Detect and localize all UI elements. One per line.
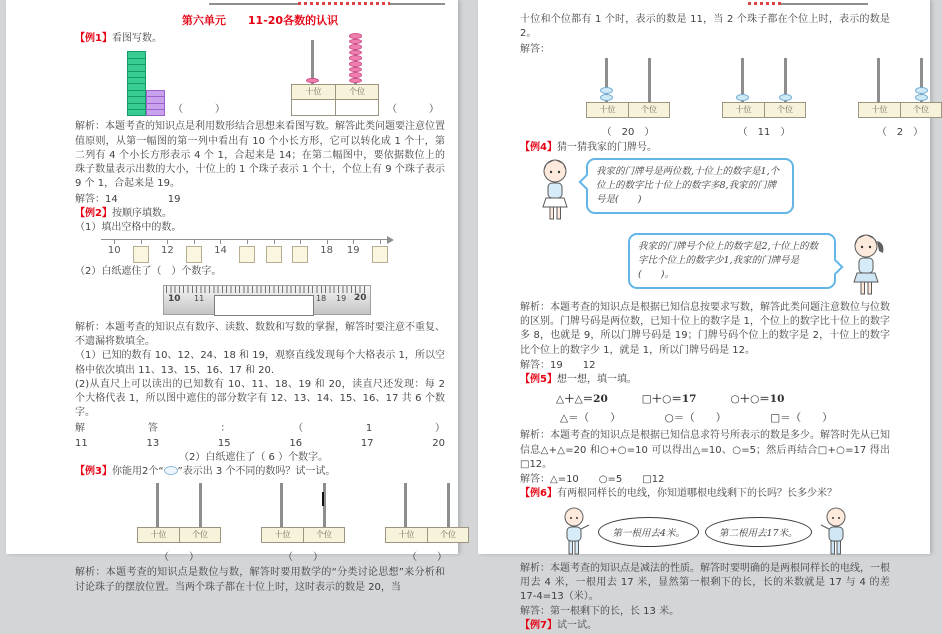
page-right[interactable] <box>478 0 930 632</box>
example3-figures[interactable] <box>137 485 456 564</box>
example4-heading[interactable] <box>520 141 890 155</box>
example2-prompt: 按顺序填数。 <box>111 207 172 219</box>
example1-answer[interactable]: 解答：14 19 <box>75 193 181 205</box>
unit-title[interactable]: 第六单元 11-20各数的认识 <box>181 14 339 27</box>
example2-answer-row2[interactable] <box>75 436 445 451</box>
example3-analysis[interactable]: 解析：本题考查的知识点是数位与数，解答时要用数学的“分类讨论思想”来分析和讨论珠子的摆放位置。当两个珠子都在十位上时，这时表示的数是 20，当 <box>75 567 445 593</box>
ones-place-label: 个位 <box>764 103 805 117</box>
example3-answer-label[interactable]: 解答： <box>520 43 550 55</box>
example3-answer-figures[interactable] <box>586 60 929 138</box>
child-illustration <box>818 506 854 558</box>
answer-blank[interactable]: （ ） <box>407 552 447 564</box>
example7-heading[interactable] <box>520 619 890 633</box>
abacus-figure-11[interactable] <box>722 60 806 138</box>
example4-label: 【例4】 <box>520 141 557 153</box>
example2-answer-row1[interactable] <box>75 421 445 436</box>
example2-analysis-intro[interactable]: 解析：本题考查的知识点有数序、读数、数数和写数的掌握，解答时要注意不重复、不遗漏将数填全。 <box>75 321 445 347</box>
empty-abacus-figure[interactable] <box>261 485 345 563</box>
example1-figures[interactable] <box>127 50 445 116</box>
example5-equations-row1[interactable] <box>556 391 890 406</box>
answer-token: ： <box>220 422 231 434</box>
numberline-blank-box[interactable] <box>366 240 393 263</box>
example4-analysis[interactable]: 解析：本题考查的知识点是根据已知信息按要求写数，解答此类问题注意数位与位数的区别。门牌号码是两位数，已知十位上的数字是 1，个位上的数字比十位上的数字多 8，也就是 9，所以门牌号码是 19；门牌号码个位上的数字是 2，十位上的数字比个位上的数字少 1，就是 1，所以门牌号码是 12。 <box>520 301 890 356</box>
numberline-blank-box[interactable] <box>181 240 208 263</box>
equation: △＋△＝20 <box>556 393 608 406</box>
speech-bubble: 第二根用去17米。 <box>705 517 812 547</box>
example4-girl2-row[interactable] <box>520 233 888 299</box>
example5-answer[interactable]: 解答：△=10 ○=5 □12 <box>520 474 665 486</box>
answer-token: 答 <box>147 422 158 434</box>
example2-heading[interactable] <box>75 207 445 221</box>
numberline-number: 10 <box>101 240 128 263</box>
answer-token: 13 <box>146 437 160 449</box>
ruler-number: 19 <box>336 293 347 303</box>
numberline-number: 12 <box>154 240 181 263</box>
ruler-number: 20 <box>354 292 367 303</box>
numberline-number: 19 <box>340 240 367 263</box>
example3-label: 【例3】 <box>75 466 112 478</box>
example2-analysis-part2[interactable]: (2)从直尺上可以读出的已知数有 10、11、18、19 和 20，读直尺还发现：每 2 个大格代表 1，所以图中遮住的部分数字有 12、13、14、15、16、17 共 6 个数字。 <box>75 378 445 419</box>
example5-label: 【例5】 <box>520 374 557 386</box>
example7-prompt: 试一试。 <box>556 620 597 632</box>
answer-blank[interactable]: （ ） <box>159 552 199 564</box>
ruler-ticks <box>166 286 368 293</box>
bead-icon <box>164 466 178 475</box>
answer-token: 20 <box>432 437 445 449</box>
numberline-number: 18 <box>313 240 340 263</box>
example6-prompt: 有两根同样长的电线，你知道哪根电线剩下的长吗？长多少米？ <box>556 488 837 500</box>
answer-token: ） <box>434 422 445 434</box>
example5-equations-row2[interactable] <box>560 410 890 425</box>
example2-analysis-part1[interactable]: （1）已知的数有 10、12、24、18 和 19，观察直线发现每个大格表示 1，所以空格中依次填出 11、13、15、16、17 和 20. <box>75 350 445 376</box>
example1-analysis[interactable]: 解析：本题考查的知识点是利用数形结合思想来看图写数。解答此类问题要注意位置值原则，从第一幅图的第一列中看出有 10 个小长方形，它可以转化成 1 个十，第二列有 4 个小长方形表示 4 个 1，合起来是 14；在第二幅图中，要依据数位上的珠子数量表示出数的大小，十位上的 1 个珠子表示 1 个十，个位上有 9 个珠子表示 9 个 1，合起来是 19。 <box>75 121 445 190</box>
blocks-answer-blank[interactable]: （ ） <box>173 104 229 116</box>
numberline-blank-box[interactable] <box>287 240 314 263</box>
example3-prompt-after: ”表示出 3 个不同的数吗？试一试。 <box>177 466 336 478</box>
example7-label: 【例7】 <box>520 620 557 632</box>
example4-prompt: 猜一猜我家的门牌号。 <box>556 141 657 153</box>
ruler-number: 11 <box>194 293 205 303</box>
girl-illustration <box>534 158 576 224</box>
empty-abacus-figure[interactable] <box>137 485 221 563</box>
answer-token: 1 <box>365 422 373 434</box>
example4-answer[interactable]: 解答：19 12 <box>520 360 596 372</box>
ones-place-label: 个位 <box>427 528 468 542</box>
tens-place-label: 十位 <box>386 528 427 542</box>
ruler-number: 10 <box>168 293 181 304</box>
child-illustration <box>556 506 592 558</box>
example6-analysis[interactable]: 解析：本题考查的知识点是减法的性质。解答时要明确的是两根同样长的电线，一根用去 4 米，一根用去 17 米，显然第一根剩下的长，长的米数就是 17 与 4 的差 17-4=13（米）。 <box>520 562 890 603</box>
abacus-answer: （ 11 ） <box>737 126 791 138</box>
text-caret <box>322 492 324 506</box>
answer-token: 解 <box>75 422 85 434</box>
ones-place-label: 个位 <box>179 528 220 542</box>
example3-analysis-continuation[interactable]: 十位和个位都有 1 个时，表示的数是 11，当 2 个珠子都在个位上时，表示的数是 2。 <box>520 14 890 40</box>
ones-block-column <box>146 91 165 117</box>
speech-bubble: 我家的门牌号是两位数,十位上的数字是1,个位上的数字比十位上的数字多8,我家的门牌号是( ) <box>586 158 794 214</box>
ruler-figure[interactable] <box>163 285 371 315</box>
page-left[interactable] <box>6 0 458 593</box>
answer-blank[interactable]: （ ） <box>283 552 323 564</box>
answer-token: 16 <box>289 437 303 449</box>
example6-label: 【例6】 <box>520 488 557 500</box>
answer-token: 15 <box>217 437 231 449</box>
numberline-number: 14 <box>207 240 234 263</box>
ones-place-label: 个位 <box>303 528 344 542</box>
example5-prompt: 想一想，填一填。 <box>556 374 637 386</box>
equation-blank[interactable]: △＝（ ） <box>560 412 621 425</box>
tens-place-label: 十位 <box>587 103 628 117</box>
answer-token: 11 <box>75 437 88 449</box>
example6-figures[interactable] <box>520 506 890 558</box>
abacus-figure[interactable] <box>291 38 379 116</box>
example3-prompt-before: 你能用2个“ <box>111 466 164 478</box>
equation: ○＋○＝10 <box>730 393 785 406</box>
abacus-figure-2[interactable] <box>858 60 942 138</box>
ruler-number: 18 <box>316 293 327 303</box>
example2-label: 【例2】 <box>75 207 112 219</box>
numberline-figure[interactable] <box>101 239 393 263</box>
empty-abacus-figure[interactable] <box>385 485 469 563</box>
speech-bubble: 我家的门牌号个位上的数字是2,十位上的数字比个位上的数字少1,我家的门牌号是( )。 <box>628 233 836 289</box>
place-value-table <box>291 84 379 116</box>
example5-heading[interactable] <box>520 373 890 387</box>
equation: □＋○＝17 <box>641 393 697 406</box>
abacus-answer-blank[interactable]: （ ） <box>387 104 443 116</box>
ones-place-label: 个位 <box>335 85 378 99</box>
numberline-blank-box[interactable] <box>234 240 261 263</box>
white-paper-cover <box>214 295 314 316</box>
example1-prompt: 看图写数。 <box>111 33 162 44</box>
example5-analysis[interactable]: 解析：本题考查的知识点是根据已知信息求符号所表示的数是多少。解答时先从已知信息△+△=20 和○+○=10 可以得出△=10、○=5；然后再结合□+○=17 得出□12。 <box>520 430 890 470</box>
numberline-blank-box[interactable] <box>260 240 287 263</box>
abacus-rods <box>291 38 379 84</box>
tens-place-label: 十位 <box>138 528 179 542</box>
base-ten-blocks-figure[interactable] <box>127 52 165 116</box>
numberline-blank-box[interactable] <box>128 240 155 263</box>
ones-place-label: 个位 <box>900 103 941 117</box>
equation-blank[interactable]: □＝（ ） <box>770 412 833 425</box>
example1-heading[interactable] <box>75 32 445 46</box>
tens-place-label: 十位 <box>723 103 764 117</box>
answer-token: （ <box>293 422 304 434</box>
tens-place-label: 十位 <box>292 85 335 99</box>
example3-heading[interactable] <box>75 465 445 479</box>
abacus-answer: （ 20 ） <box>601 126 655 138</box>
example6-heading[interactable] <box>520 487 890 501</box>
answer-token: 17 <box>360 437 374 449</box>
tens-place-label: 十位 <box>859 103 900 117</box>
example2-answer-part2[interactable]: （2）白纸遮住了（ 6 ）个数字。 <box>179 451 329 463</box>
example1-label: 【例1】 <box>75 33 112 44</box>
example6-answer[interactable]: 解答：第一根剩下的长，长 13 米。 <box>520 606 680 618</box>
abacus-answer: （ 2 ） <box>876 126 924 138</box>
tens-place-label: 十位 <box>262 528 303 542</box>
ones-place-label: 个位 <box>628 103 669 117</box>
abacus-figure-20[interactable] <box>586 60 670 138</box>
example4-girl1-row[interactable] <box>534 158 890 224</box>
girl-illustration <box>846 233 888 299</box>
example2-part2[interactable]: （2）白纸遮住了（ ）个数字。 <box>75 266 222 278</box>
speech-bubble: 第一根用去4米。 <box>598 517 699 547</box>
tens-block-column <box>127 52 146 116</box>
example2-part1[interactable]: （1）填出空格中的数。 <box>75 222 182 234</box>
equation-blank[interactable]: ○＝（ ） <box>664 412 727 425</box>
